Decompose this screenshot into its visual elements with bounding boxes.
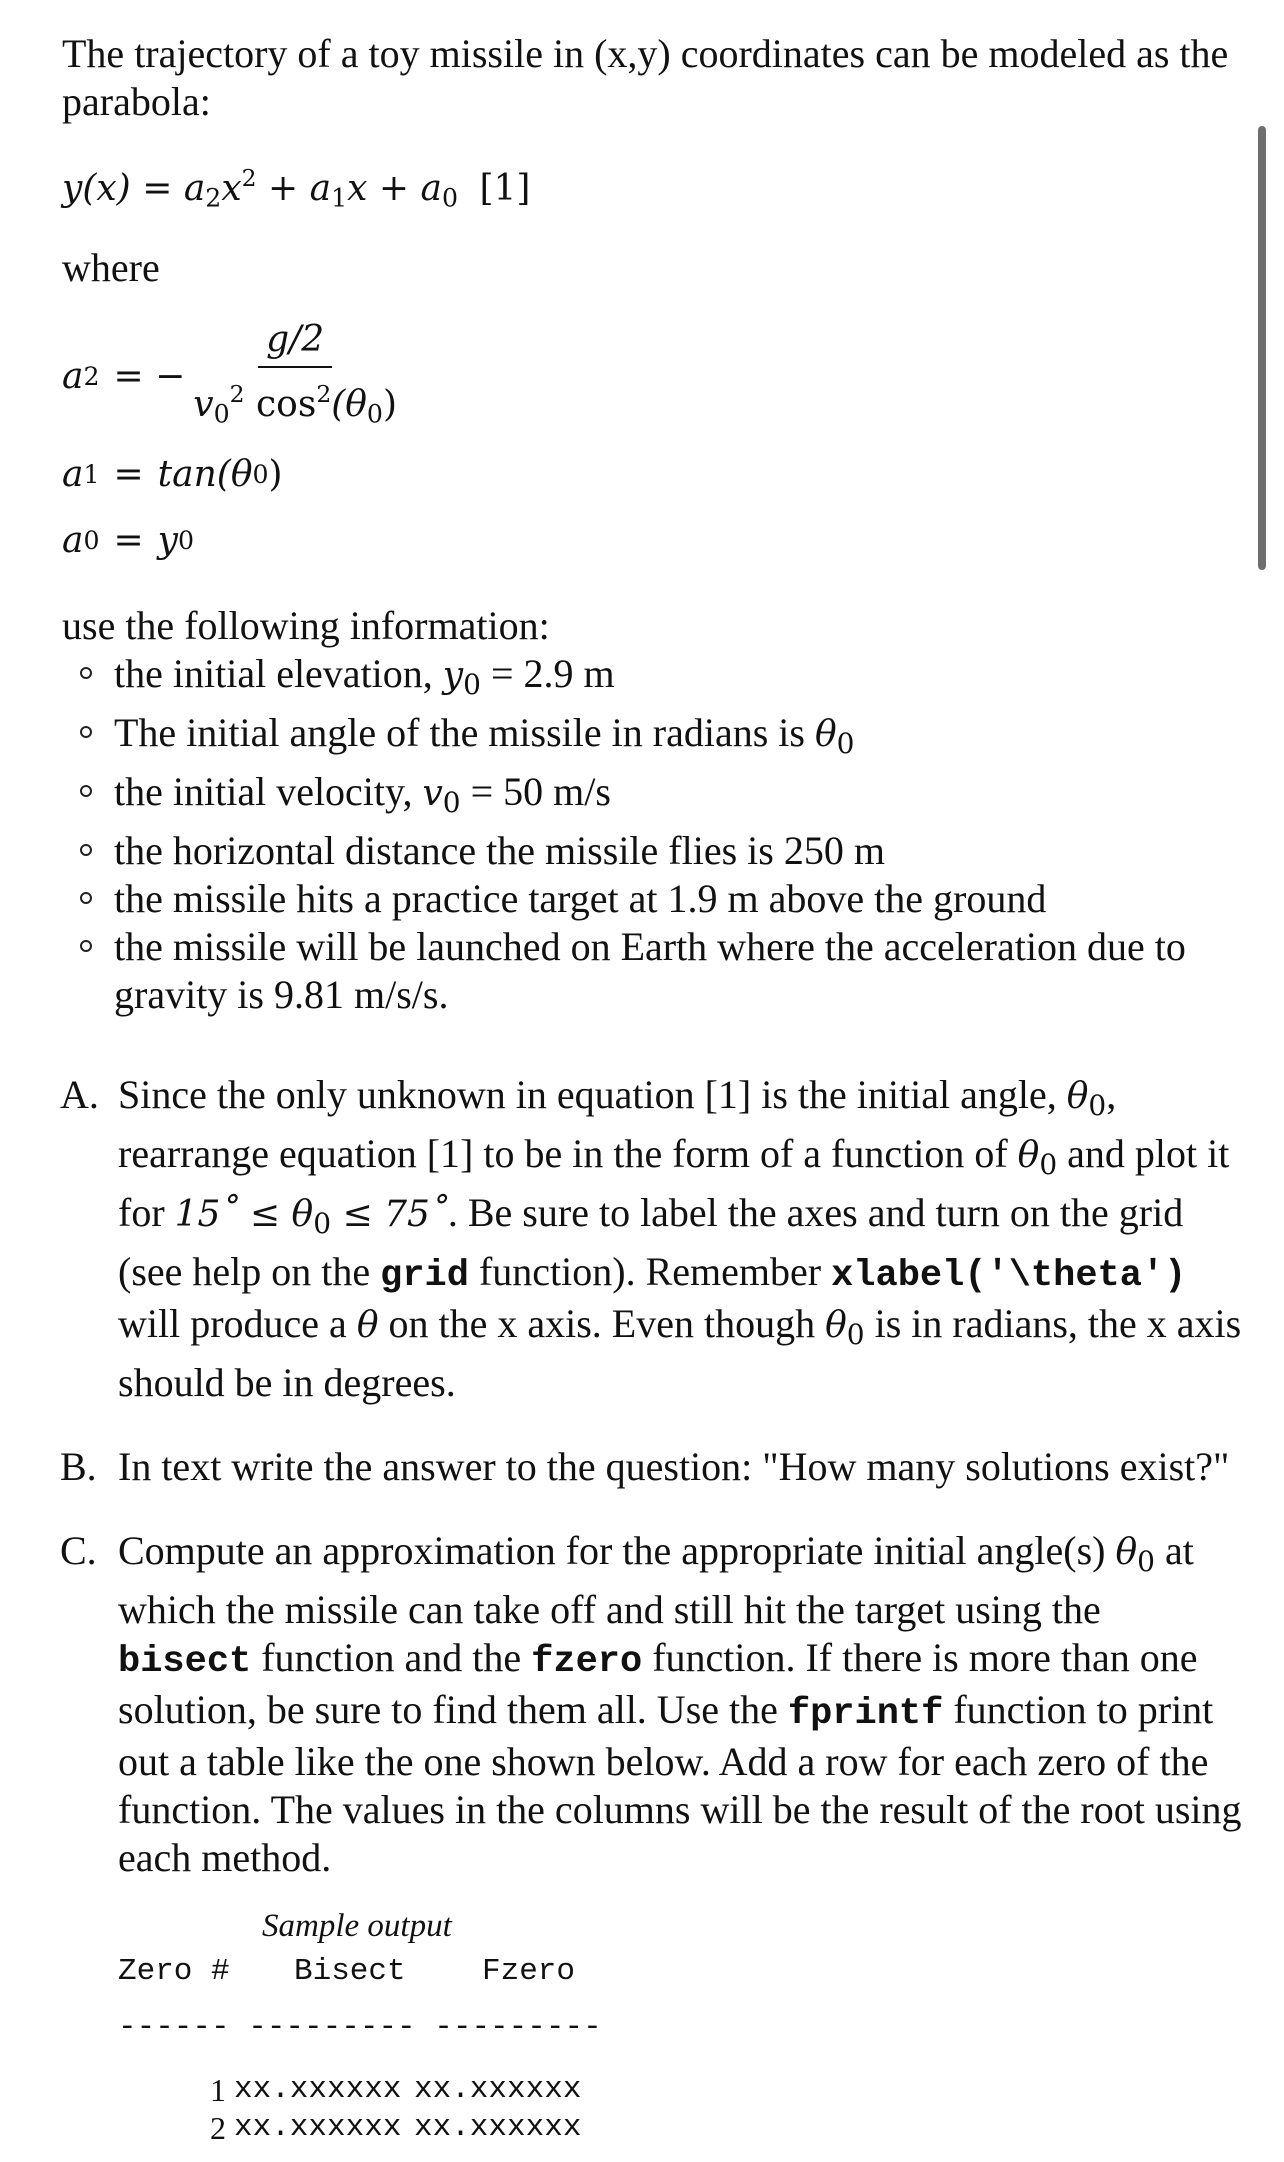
header-bisect: Bisect (294, 1954, 406, 1989)
eq1-x: x (221, 168, 242, 210)
info-text: the initial elevation, (114, 651, 443, 696)
list-item (114, 768, 1242, 827)
qa-code-xlabel: xlabel('\theta') (831, 1255, 1187, 1297)
qa-theta-sub: 0 (1039, 1148, 1058, 1181)
a0-equals: = (113, 520, 144, 561)
info-sub: 0 (442, 786, 461, 819)
question-list (62, 1071, 1242, 1882)
qa-text: function). Remember (468, 1249, 832, 1294)
bullet-icon (80, 667, 92, 679)
qa-theta: θ (825, 1305, 847, 1346)
intro-text: The trajectory of a toy missile in (x,y) coordinates can be modeled as the parabola: (62, 31, 1229, 124)
bullet-icon (80, 785, 92, 797)
qc-text: function and the (251, 1635, 532, 1680)
info-text: the missile will be launched on Earth where the acceleration due to gravity is 9.81 m/s/s. (114, 924, 1186, 1017)
question-letter: B. (60, 1444, 97, 1489)
a1-lhs: a (62, 454, 84, 495)
question-b (60, 1443, 1242, 1491)
row-number: 2 (210, 2110, 226, 2146)
eq1-a0: a (420, 168, 442, 210)
qb-text: In text write the answer to the question: "How many solutions exist?" (118, 1444, 1230, 1489)
info-text-post: = 50 m/s (460, 769, 611, 814)
a0-rhs-sub: 0 (178, 526, 195, 555)
den-cos: cos (256, 383, 317, 425)
a2-fraction (193, 320, 397, 434)
list-item (114, 650, 1242, 709)
question-c (60, 1527, 1242, 1882)
where-text: where (62, 245, 160, 290)
a1-fn-sub: 0 (252, 460, 269, 489)
eq1-x-sup: 2 (241, 164, 257, 192)
den-v-sup: 2 (229, 379, 245, 408)
den-v: v (193, 383, 214, 425)
qc-code-fzero: fzero (531, 1641, 643, 1683)
question-letter: C. (60, 1528, 97, 1573)
a0-lhs-sub: 0 (83, 526, 100, 555)
a0-rhs: y (157, 520, 179, 561)
qc-text: function to print out a table like the one shown below. Add a row for each zero of the function. The values in the columns will be the result of the root using each method. (118, 1687, 1242, 1880)
sample-caption: Sample output (262, 1908, 452, 1944)
qc-text: at which the missile can take off and still hit the target using the (118, 1528, 1194, 1632)
qc-text: function. If there is more than one solution, be sure to find them all. Use the (118, 1635, 1198, 1732)
use-info-heading: use the following information: (62, 603, 550, 648)
qa-text: will produce a (118, 1301, 357, 1346)
info-text: the initial velocity, (114, 769, 423, 814)
a1-close: ) (268, 454, 283, 495)
trajectory-equation (62, 154, 1242, 216)
den-arg: (θ (331, 383, 367, 425)
eq1-tag: [1] (479, 168, 531, 210)
a1-fn: tan(θ (157, 454, 253, 495)
eq1-equals: = (142, 168, 173, 210)
qa-text: and plot it for (118, 1131, 1230, 1235)
row-fzero: xx.xxxxxx (414, 2110, 582, 2145)
row-bisect: xx.xxxxxx (234, 2072, 402, 2107)
header-zero: Zero # (118, 1954, 230, 1989)
qa-theta: θ (356, 1305, 379, 1346)
qa-range-sub: 0 (313, 1207, 332, 1240)
eq1-a2: a (183, 168, 206, 210)
qa-theta-sub: 0 (846, 1318, 865, 1351)
a2-equals: = − (113, 356, 186, 397)
eq1-a0-sub: 0 (441, 183, 458, 213)
list-item (114, 875, 1242, 923)
a2-numerator: g/2 (258, 320, 332, 368)
qa-range: 15˚ ≤ θ (174, 1194, 314, 1235)
qc-theta-sub: 0 (1137, 1545, 1155, 1578)
sample-output (62, 1902, 1242, 2162)
qa-code-grid: grid (380, 1255, 469, 1297)
info-sub: 0 (463, 668, 481, 701)
info-var: v (422, 773, 443, 814)
info-text: the missile hits a practice target at 1.9 m above the ground (114, 876, 1047, 921)
list-item (114, 709, 1242, 768)
eq1-lhs: y(x) (62, 168, 131, 210)
eq1-a1: a (309, 168, 332, 210)
qa-text: is in radians, the x axis should be in degrees. (118, 1301, 1242, 1405)
eq1-x1: x (347, 168, 368, 210)
bullet-icon (80, 940, 92, 952)
info-text-post: = 2.9 m (480, 651, 615, 696)
a2-definition (62, 318, 1242, 429)
qa-text: , rearrange equation [1] to be in the form of a function of (118, 1072, 1117, 1176)
a1-definition (62, 442, 1242, 508)
qc-code-bisect: bisect (118, 1641, 252, 1683)
question-letter: A. (60, 1072, 99, 1117)
a0-lhs: a (62, 520, 84, 561)
a1-equals: = (113, 454, 144, 495)
eq1-a2-sub: 2 (205, 183, 222, 213)
qa-theta-sub: 0 (1088, 1089, 1107, 1122)
den-close: ) (382, 383, 397, 425)
list-item (114, 923, 1242, 1019)
info-text: the horizontal distance the missile flies is 250 m (114, 828, 885, 873)
row-fzero: xx.xxxxxx (414, 2072, 582, 2107)
qc-code-fprintf: fprintf (787, 1693, 944, 1735)
info-list (62, 650, 1242, 1019)
qa-theta: θ (1017, 1135, 1040, 1176)
qa-text: Since the only unknown in equation [1] is the initial angle, (118, 1072, 1067, 1117)
qa-text: . Be sure to label the axes and turn on the grid (see help on the (118, 1190, 1184, 1294)
document (62, 30, 1242, 2162)
a2-lhs: a (62, 356, 84, 397)
qa-theta: θ (1066, 1076, 1089, 1117)
eq1-plus: + (267, 168, 299, 210)
a2-lhs-sub: 2 (83, 362, 100, 391)
info-var: θ (814, 714, 837, 755)
a0-definition (62, 508, 1242, 574)
a2-denominator (193, 368, 397, 434)
info-text: The initial angle of the missile in radians is (114, 710, 815, 755)
den-cos-sup: 2 (316, 379, 332, 408)
qa-range-end: ≤ 75˚ (331, 1194, 448, 1235)
qc-theta: θ (1115, 1532, 1138, 1573)
scrollbar[interactable] (1258, 126, 1266, 570)
qc-text: Compute an approximation for the appropriate initial angle(s) (118, 1528, 1116, 1573)
eq1-plus-2: + (378, 168, 410, 210)
a1-lhs-sub: 1 (83, 460, 100, 489)
qa-text: on the x axis. Even though (378, 1301, 826, 1346)
bullet-icon (80, 726, 92, 738)
info-sub: 0 (836, 727, 855, 760)
eq1-a1-sub: 1 (331, 183, 348, 213)
den-arg-sub: 0 (366, 399, 383, 429)
info-var: y (442, 655, 464, 696)
den-v-sub: 0 (213, 399, 230, 429)
question-a (60, 1071, 1242, 1407)
bullet-icon (80, 844, 92, 856)
header-divider: ------ --------- --------- (118, 2010, 602, 2045)
row-number: 1 (210, 2072, 226, 2108)
row-bisect: xx.xxxxxx (234, 2110, 402, 2145)
header-fzero: Fzero (482, 1954, 576, 1989)
list-item (114, 827, 1242, 875)
bullet-icon (80, 892, 92, 904)
